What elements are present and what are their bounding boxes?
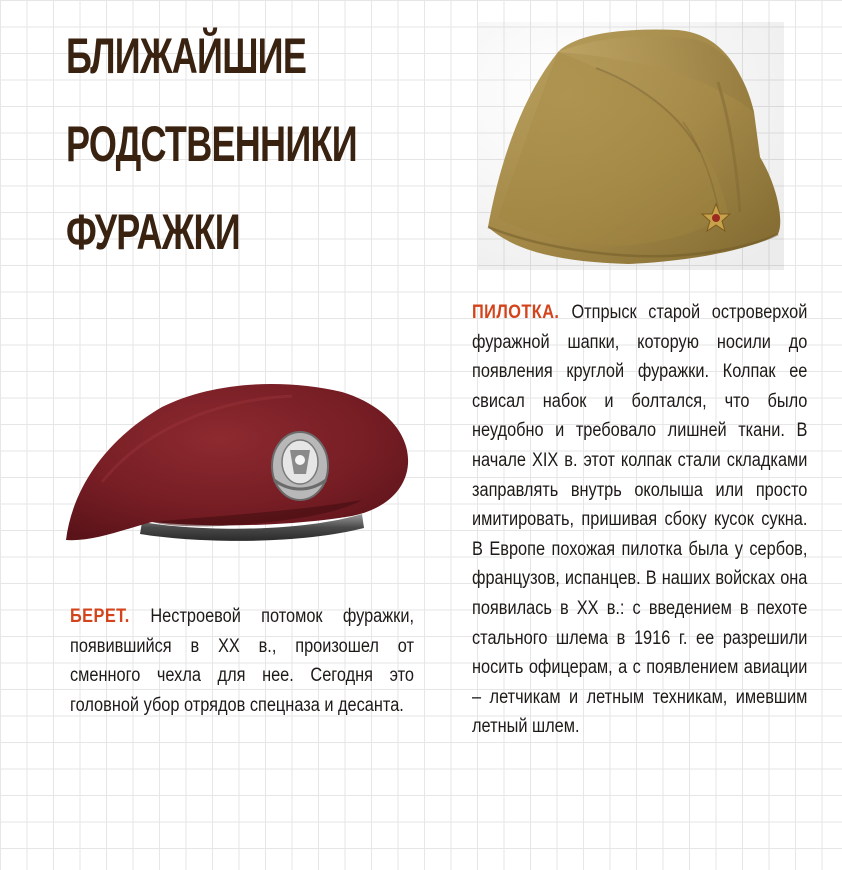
beret-lead: БЕРЕТ. — [70, 606, 151, 627]
pilotka-image — [478, 22, 784, 270]
title-line-1: БЛИЖАЙШИЕ — [66, 28, 307, 84]
page-title — [66, 12, 357, 276]
beret-image — [62, 372, 414, 558]
beret-body: Нестроевой потомок фуражки, появившийся в XX в., произошел от сменного чехла для нее. Сегодня это головной убор отрядов спецназа и десанта. — [70, 606, 414, 716]
pilotka-description — [472, 298, 807, 742]
title-line-3: ФУРАЖКИ — [66, 204, 240, 260]
beret-description — [70, 602, 414, 720]
title-line-2: РОДСТВЕННИКИ — [66, 116, 357, 172]
pilotka-body: Отпрыск старой островерхой фуражной шапки, которую носили до появления круглой фуражки. Колпак ее свисал набок и болтался, что было неудобно и требовало лишней ткани. В начале XIX в. этот колпак стали складками заправлять внутрь околыша или просто имитировать, пришивая сбоку кусок сукна. В Европе похожая пилотка была у сербов, французов, испанцев. В наших войсках она появилась в XX в.: с введением в пехоте стального шлема в 1916 г. ее разрешили носить офицерам, а с появлением авиации – летчикам и летным техникам, имевшим летный шлем. — [472, 302, 808, 738]
pilotka-lead: ПИЛОТКА. — [472, 302, 572, 323]
